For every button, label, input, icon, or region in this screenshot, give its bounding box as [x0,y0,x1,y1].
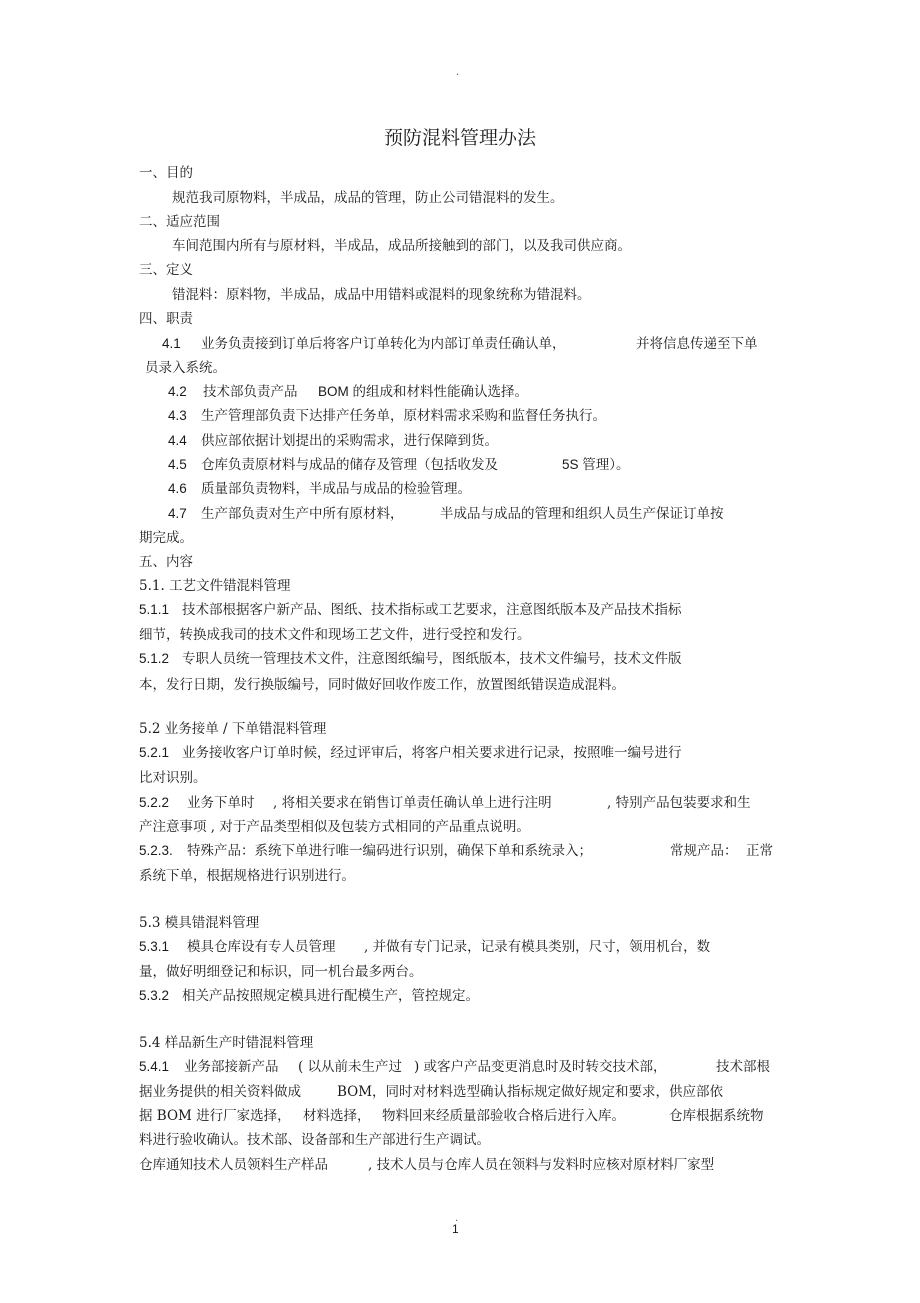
clause-text: 仓库根据系统物 [669,1108,764,1124]
clause-text: ( 以从前未生产过 [298,1059,403,1075]
clause-number: 5.1.2 [139,651,170,666]
clause-text: 半成品与成品的管理和组织人员生产保证订单按 [440,506,724,522]
subsection-heading: 5.2 业务接单 / 下单错混料管理 [139,721,327,737]
section-heading: 三、定义 [139,262,193,278]
clause-number: 5.2.2 [139,795,170,810]
clause-text: 业务部接新产品 [184,1059,279,1075]
clause-text: 仓库负责原材料与成品的储存及管理（包括收发及 [201,457,498,473]
clause-text: , 并做有专门记录，记录有模具类别，尺寸，领用机台，数 [364,939,711,955]
section-heading: 五、内容 [139,554,193,570]
clause-text: BOM，同时对材料选型确认指标规定做好规定和要求，供应部依 [337,1084,724,1100]
clause-text: ) 或客户产品变更消息时及时转交技术部， [414,1059,667,1075]
clause-text: 业务负责接到订单后将客户订单转化为内部订单责任确认单， [201,336,566,352]
clause-text: BOM 的组成和材料性能确认选择。 [318,384,529,399]
clause-text: 业务接收客户订单时候，经过评审后，将客户相关要求进行记录，按照唯一编号进行 [182,745,682,761]
clause-text: 材料选择， [303,1108,371,1124]
clause-text: 量，做好明细登记和标识，同一机台最多两台。 [139,964,423,980]
clause-text: 技术部根 [716,1059,770,1075]
subsection-heading: 5.4 样品新生产时错混料管理 [139,1035,314,1051]
clause-text: 并将信息传递至下单 [636,336,758,352]
footer-dot: . [455,1213,459,1224]
clause-text: 相关产品按照规定模具进行配模生产，管控规定。 [182,988,479,1004]
clause-number: 5.2.3. [139,843,173,858]
clause-text: 正常 [746,843,773,859]
clause-text: 质量部负责物料，半成品与成品的检验管理。 [201,481,471,497]
clause-number: 5.2.1 [139,745,170,760]
clause-number: 4.2 [168,384,187,399]
clause-text: 特殊产品：系统下单进行唯一编码进行识别，确保下单和系统录入； [187,843,592,859]
section-heading: 一、目的 [139,165,193,181]
clause-number: 4.4 [168,433,187,448]
clause-text: 技术部负责产品 [203,384,298,400]
clause-text: 物料回来经质量部验收合格后进行入库。 [382,1108,625,1124]
clause-text: 技术部根据客户新产品、图纸、技术指标或工艺要求，注意图纸版本及产品技术指标 [182,602,682,618]
subsection-heading: 5.3 模具错混料管理 [139,915,260,931]
clause-text: 据 BOM 进行厂家选择， [139,1108,291,1124]
clause-number: 5.1.1 [139,602,170,617]
page-number: 1 [452,1222,459,1236]
clause-text: 5S 管理）。 [562,457,630,472]
clause-text: 供应部依据计划提出的采购需求，进行保障到货。 [201,433,498,449]
clause-number: 5.4.1 [139,1059,170,1074]
page-title: 预防混料管理办法 [383,127,536,149]
clause-text: 据业务提供的相关资料做成 [139,1084,301,1100]
clause-number: 5.3.2 [139,988,170,1003]
clause-text: 产注意事项 , 对于产品类型相似及包装方式相同的产品重点说明。 [139,819,530,835]
paragraph: 车间范围内所有与原材料，半成品，成品所接触到的部门，以及我司供应商。 [172,238,631,254]
paragraph: 错混料：原料物，半成品，成品中用错料或混料的现象统称为错混料。 [172,287,591,303]
clause-text: 期完成。 [139,530,193,546]
clause-text: 生产部负责对生产中所有原材料， [201,506,404,522]
clause-text: 系统下单，根据规格进行识别进行。 [139,868,355,884]
clause-text: 比对识别。 [139,770,207,786]
clause-text: 细节，转换成我司的技术文件和现场工艺文件，进行受控和发行。 [139,627,531,643]
section-heading: 四、职责 [139,311,193,327]
clause-number: 4.7 [168,506,187,521]
subsection-heading: 5.1. 工艺文件错混料管理 [139,578,291,594]
clause-number: 4.6 [168,481,187,496]
paragraph: 规范我司原物料，半成品，成品的管理，防止公司错混料的发生。 [172,190,564,206]
clause-number: 5.3.1 [139,939,170,954]
clause-number: 4.1 [162,336,181,351]
clause-text: 专职人员统一管理技术文件，注意图纸编号，图纸版本，技术文件编号，技术文件版 [182,651,682,667]
clause-text: 本，发行日期，发行换版编号，同时做好回收作废工作，放置图纸错误造成混料。 [139,677,625,693]
clause-number: 4.3 [168,408,187,423]
clause-text: 料进行验收确认。技术部、设备部和生产部进行生产调试。 [139,1132,490,1148]
clause-text: 模具仓库设有专人员管理 [187,939,336,955]
clause-number: 4.5 [168,457,187,472]
clause-text: 员录入系统。 [145,360,226,376]
header-dot: . [456,67,460,78]
clause-text: , 特别产品包装要求和生 [607,795,751,811]
clause-text: , 将相关要求在销售订单责任确认单上进行注明 [273,795,552,811]
clause-text: 仓库通知技术人员领料生产样品 [139,1157,328,1173]
section-heading: 二、适应范围 [139,214,220,230]
clause-text: , 技术人员与仓库人员在领料与发料时应核对原材料厂家型 [368,1157,715,1173]
clause-text: 常规产品： [670,843,738,859]
clause-text: 生产管理部负责下达排产任务单，原材料需求采购和监督任务执行。 [201,408,606,424]
clause-text: 业务下单时 [187,795,255,811]
